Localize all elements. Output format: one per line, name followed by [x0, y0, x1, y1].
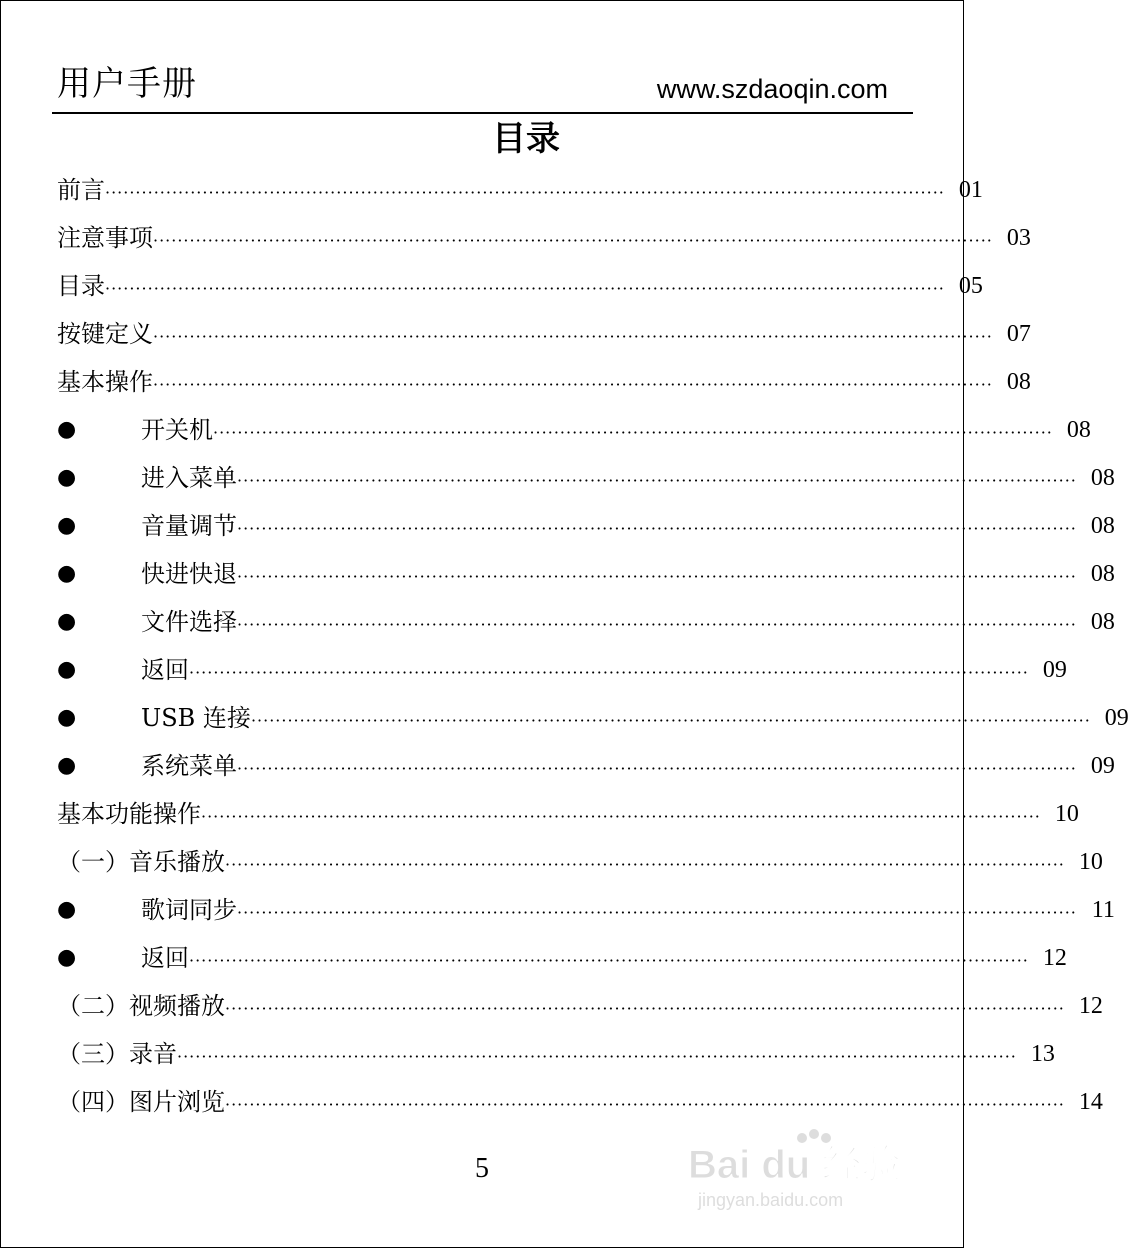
bullet-icon: ● — [57, 417, 77, 442]
toc-entry-page: 10 — [1054, 801, 1079, 827]
toc-entry — [57, 598, 1115, 646]
bullet-icon: ● — [57, 945, 77, 970]
toc-entry — [57, 310, 1031, 358]
dot-leader: ·········································································································································· — [153, 327, 993, 346]
toc-entry-page: 09 — [1042, 657, 1067, 683]
toc-entry-page: 07 — [1006, 321, 1031, 347]
toc-entry — [57, 358, 1031, 406]
toc-entry-page: 01 — [958, 177, 983, 203]
bullet-icon: ● — [57, 465, 77, 490]
toc-entry-label: 目录 — [57, 272, 105, 300]
toc-entry — [57, 166, 983, 214]
toc-entry-label: 返回 — [141, 656, 189, 684]
toc-entry-label: 快进快退 — [141, 560, 237, 588]
watermark-brand: Bai du 经验 — [688, 1143, 902, 1187]
dot-leader: ·········································································································································· — [237, 903, 1077, 922]
toc-entry-page: 03 — [1006, 225, 1031, 251]
toc-entry-label: 音量调节 — [141, 512, 237, 540]
website-url: www.szdaoqin.com — [656, 74, 888, 104]
toc-entry-label: （一）音乐播放 — [57, 848, 225, 876]
toc-entry — [57, 646, 1067, 694]
toc-entry-label: 进入菜单 — [141, 464, 237, 492]
toc-entry-label: （二）视频播放 — [57, 992, 225, 1020]
toc-entry-page: 11 — [1091, 897, 1115, 923]
toc-entry — [57, 1078, 1103, 1126]
paw-toe-icon — [809, 1129, 819, 1139]
bullet-icon: ● — [57, 753, 77, 778]
toc-entry-page: 12 — [1042, 945, 1067, 971]
manual-title: 用户手册 — [57, 64, 197, 104]
paw-toe-icon — [821, 1133, 831, 1143]
dot-leader: ·········································································································································· — [237, 471, 1077, 490]
toc-entry-label: （三）录音 — [57, 1040, 177, 1068]
dot-leader: ·········································································································································· — [237, 615, 1077, 634]
dot-leader: ·········································································································································· — [225, 1095, 1065, 1114]
dot-leader: ·········································································································································· — [250, 711, 1091, 730]
toc-entry-label: 基本操作 — [57, 368, 153, 396]
toc-entry-page: 09 — [1104, 705, 1129, 731]
dot-leader: ·········································································································································· — [225, 999, 1065, 1018]
toc-entry — [57, 934, 1067, 982]
toc-entry-page: 13 — [1030, 1041, 1055, 1067]
toc-entry-label: 按键定义 — [57, 320, 153, 348]
dot-leader: ·········································································································································· — [189, 663, 1029, 682]
toc-entry-label: 文件选择 — [141, 608, 237, 636]
toc-entry-label: 返回 — [141, 944, 189, 972]
toc-entry-page: 08 — [1006, 369, 1031, 395]
dot-leader: ·········································································································································· — [105, 279, 945, 298]
toc-entry-label: 系统菜单 — [141, 752, 237, 780]
toc-entry-label: 注意事项 — [57, 224, 153, 252]
toc-entry-page: 05 — [958, 273, 983, 299]
dot-leader: ·········································································································································· — [153, 231, 993, 250]
toc-entry-page: 08 — [1090, 609, 1115, 635]
bullet-icon: ● — [57, 513, 77, 538]
dot-leader: ·········································································································································· — [201, 807, 1041, 826]
toc-title: 目录 — [492, 119, 560, 159]
toc-entry-page: 08 — [1066, 417, 1091, 443]
toc-entry — [57, 886, 1115, 934]
dot-leader: ·········································································································································· — [177, 1047, 1017, 1066]
toc-entry-page: 12 — [1078, 993, 1103, 1019]
dot-leader: ·········································································································································· — [153, 375, 993, 394]
toc-entry-label: 开关机 — [141, 416, 213, 444]
dot-leader: ·········································································································································· — [189, 951, 1029, 970]
toc-entry-label: 歌词同步 — [141, 896, 237, 924]
toc-entry-label: 基本功能操作 — [57, 800, 201, 828]
toc-entry — [57, 790, 1079, 838]
dot-leader: ·········································································································································· — [105, 183, 945, 202]
header-divider — [52, 112, 913, 114]
dot-leader: ·········································································································································· — [237, 759, 1077, 778]
toc-entry — [57, 550, 1115, 598]
toc-entry-page: 09 — [1090, 753, 1115, 779]
bullet-icon: ● — [57, 657, 77, 682]
toc-entry — [57, 502, 1115, 550]
page-number: 5 — [475, 1153, 489, 1184]
toc-entry — [57, 262, 983, 310]
dot-leader: ·········································································································································· — [237, 519, 1077, 538]
toc-entry — [57, 214, 1031, 262]
dot-leader: ·········································································································································· — [237, 567, 1077, 586]
dot-leader: ·········································································································································· — [225, 855, 1065, 874]
bullet-icon: ● — [57, 705, 77, 730]
toc-entry-label: （四）图片浏览 — [57, 1088, 225, 1116]
bullet-icon: ● — [57, 561, 77, 586]
toc-entry — [57, 406, 1091, 454]
bullet-icon: ● — [57, 897, 77, 922]
dot-leader: ·········································································································································· — [213, 423, 1053, 442]
toc-entry-page: 08 — [1090, 465, 1115, 491]
bullet-icon: ● — [57, 609, 77, 634]
toc-entry — [57, 1030, 1055, 1078]
toc-entry-page: 14 — [1078, 1089, 1103, 1115]
toc-entry — [57, 838, 1103, 886]
watermark-url: jingyan.baidu.com — [698, 1190, 844, 1210]
toc-entry-page: 08 — [1090, 561, 1115, 587]
table-of-contents — [57, 166, 1129, 1126]
toc-entry-page: 10 — [1078, 849, 1103, 875]
toc-entry-page: 08 — [1090, 513, 1115, 539]
paw-toe-icon — [797, 1133, 807, 1143]
toc-entry-label: USB 连接 — [141, 704, 251, 732]
toc-entry — [57, 454, 1115, 502]
toc-entry-label: 前言 — [57, 176, 105, 204]
toc-entry — [57, 742, 1115, 790]
toc-entry — [57, 694, 1129, 742]
toc-entry — [57, 982, 1103, 1030]
